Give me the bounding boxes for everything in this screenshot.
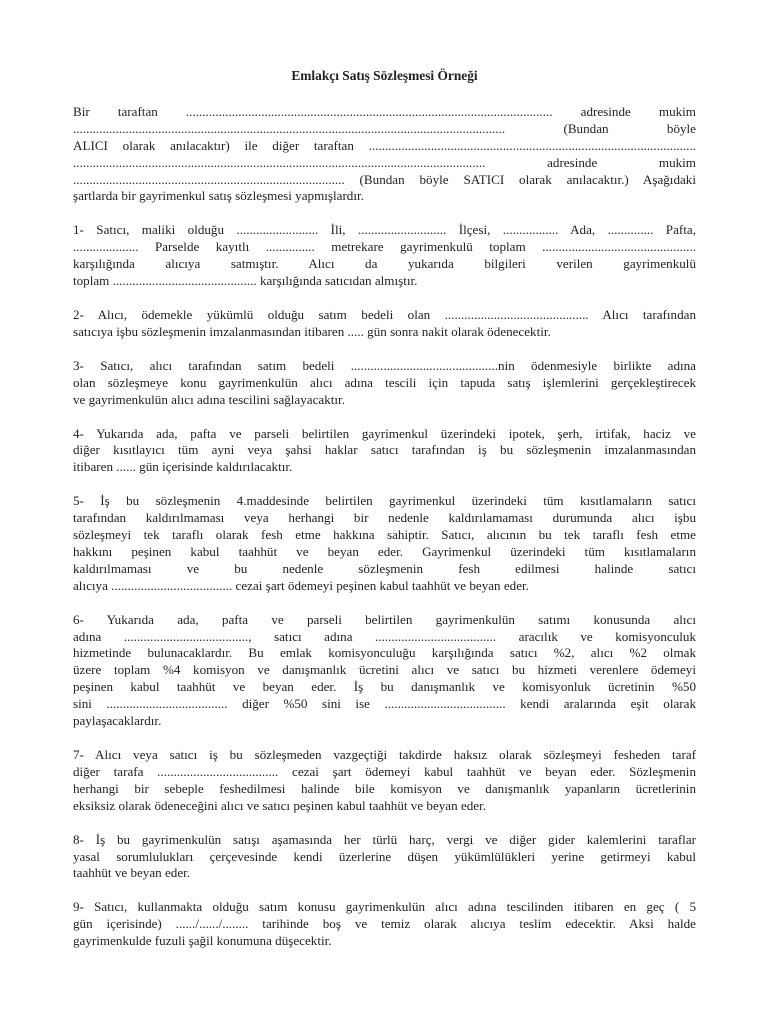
paragraph-line: 4- Yukarıda ada, pafta ve parseli belirtilen gayrimenkul üzerindeki ipotek, şerh, irtifak, haciz ve xyxy=(73,425,696,441)
clause-paragraph xyxy=(73,104,696,205)
paragraph-line: 2- Alıcı, ödemekle yükümlü olduğu satım bedeli olan ............................................ Alıcı tarafından xyxy=(73,306,696,322)
paragraph-line: 9- Satıcı, kullanmakta olduğu satım konusu gayrimenkulün alıcı adına tescilinden itibaren en geç ( 5 xyxy=(73,899,696,915)
paragraph-line: taahhüt ve beyan eder. xyxy=(73,865,191,881)
clause-paragraph xyxy=(73,899,696,950)
paragraph-line: sözleşmeyi tek taraflı olarak fesh etme hakkına sahiptir. Satıcı, alıcının bu tek taraflı fesh etme xyxy=(73,527,696,543)
paragraph-line: diğer tarafa ..................................... cezai şart ödemeyi kabul taahhüt ve beyan eder. Sözleşmenin xyxy=(73,763,696,779)
paragraph-line: üzere toplam %4 komisyon ve danışmanlık ücretini alıcı ve satıcı bu hizmeti verenlere ödemeyi xyxy=(73,662,696,678)
paragraph-line: tarafından kaldırılmaması veya herhangi bir nedenle kaldırılamaması durumunda alıcı işbu xyxy=(73,510,696,526)
paragraph-line: diğer kısıtlayıcı tüm ayni veya şahsi haklar satıcı tarafından iş bu sözleşmenin imzalanmasından xyxy=(73,442,696,458)
paragraph-line: şartlarda bir gayrimenkul satış sözleşmesi yapmışlardır. xyxy=(73,188,364,204)
clause-paragraph xyxy=(73,222,696,290)
paragraph-line: hakkını peşinen kabul taahhüt ve beyan eder. Gayrimenkul üzerindeki tüm kısıtlamaların xyxy=(73,543,696,559)
clause-paragraph xyxy=(73,747,696,815)
paragraph-line: olan sözleşmeye konu gayrimenkulün alıcı adına tescili için tapuda satış işlemlerini gerçekleştirecek xyxy=(73,374,696,390)
paragraph-line: ................................................................................... (Bundan böyle SATICI olarak anılacaktır.) Aşağıdaki xyxy=(73,171,696,187)
clause-paragraph xyxy=(73,307,696,341)
paragraph-line: karşılığında alıcıya satmıştır. Alıcı da yukarıda bilgileri verilen gayrimenkulü xyxy=(73,256,696,272)
clause-paragraph xyxy=(73,612,696,730)
paragraph-line: 6- Yukarıda ada, pafta ve parseli belirtilen gayrimenkulün satımı konusunda alıcı xyxy=(73,611,696,627)
paragraph-line: ve gayrimenkulün alıcı adına tescilini sağlayacaktır. xyxy=(73,391,345,407)
paragraph-line: 8- İş bu gayrimenkulün satışı aşamasında her türlü harç, vergi ve diğer gider kalemlerini taraflar xyxy=(73,831,696,847)
paragraph-line: satıcıya işbu sözleşmenin imzalanmasından itibaren ..... gün sonra nakit olarak ödenecektir. xyxy=(73,323,551,339)
paragraph-line: herhangi bir sebeple feshedilmesi halinde bile komisyon ve danışmanlık yapanların ücretlerinin xyxy=(73,780,696,796)
document-body xyxy=(73,104,696,950)
paragraph-line: 5- İş bu sözleşmenin 4.maddesinde belirtilen gayrimenkul üzerindeki tüm kısıtlamaların satıcı xyxy=(73,493,696,509)
paragraph-line: peşinen kabul taahhüt ve beyan eder. İş bu danışmanlık ve komisyonluk ücretinin %50 xyxy=(73,679,696,695)
clause-paragraph xyxy=(73,426,696,477)
paragraph-line: gün içerisinde) ....../....../........ tarihinde boş ve temiz olarak alıcıya teslim edecektir. Aksi halde xyxy=(73,916,696,932)
paragraph-line: .............................................................................................................................. adresinde mukim xyxy=(73,154,696,170)
paragraph-line: .................................................................................................................................... (Bundan böyle xyxy=(73,120,696,136)
paragraph-line: 1- Satıcı, maliki olduğu ......................... İli, ........................... İlçesi, ................. Ada, .............. Pafta, xyxy=(73,222,696,238)
paragraph-line: sini ..................................... diğer %50 sini ise ..................................... kendi aralarında eşit olarak xyxy=(73,696,696,712)
paragraph-line: gayrimenkulde fuzuli şağil konumuna düşecektir. xyxy=(73,933,332,949)
paragraph-line: ALICI olarak anılacaktır) ile diğer taraftan .................................................................................................... xyxy=(73,137,696,153)
paragraph-line: Bir taraftan ................................................................................................................ adresinde mukim xyxy=(73,103,696,119)
paragraph-line: eksiksiz olarak ödeneceğini alıcı ve satıcı peşinen kabul taahhüt ve beyan eder. xyxy=(73,797,487,813)
page-title: Emlakçı Satış Sözleşmesi Örneği xyxy=(291,68,478,83)
paragraph-line: alıcıya ..................................... cezai şart ödemeyi peşinen kabul taahhüt ve beyan eder. xyxy=(73,577,529,593)
paragraph-line: 3- Satıcı, alıcı tarafından satım bedeli .............................................nin ödenmesiyle birlikte adına xyxy=(73,357,696,373)
paragraph-line: yasal sorumlulukları çerçevesinde kendi üzerlerine düşen yükümlülükleri yerine getirmeyi kabul xyxy=(73,848,696,864)
clause-paragraph xyxy=(73,358,696,409)
paragraph-line: itibaren ...... gün içerisinde kaldırılacaktır. xyxy=(73,459,293,475)
paragraph-line: kaldırılmaması ve bu nedenle sözleşmenin fesh edilmesi halinde satıcı xyxy=(73,560,696,576)
paragraph-line: adına ......................................, satıcı adına ..................................... aracılık ve komisyonculuk xyxy=(73,628,696,644)
paragraph-line: .................... Parselde kayıtlı ............... metrekare gayrimenkulü toplam ............................................... xyxy=(73,239,696,255)
paragraph-line: 7- Alıcı veya satıcı iş bu sözleşmeden vazgeçtiği takdirde haksız olarak sözleşmeyi fesheden taraf xyxy=(73,747,696,762)
paragraph-line: paylaşacaklardır. xyxy=(73,713,162,729)
paragraph-line: hizmetinde bulunacaklardır. Bu emlak komisyonculuğu karşılığında satıcı %2, alıcı %2 olmak xyxy=(73,645,696,661)
clause-paragraph xyxy=(73,832,696,883)
paragraph-line: toplam ............................................ karşılığında satıcıdan almıştır. xyxy=(73,273,418,289)
clause-paragraph xyxy=(73,493,696,594)
